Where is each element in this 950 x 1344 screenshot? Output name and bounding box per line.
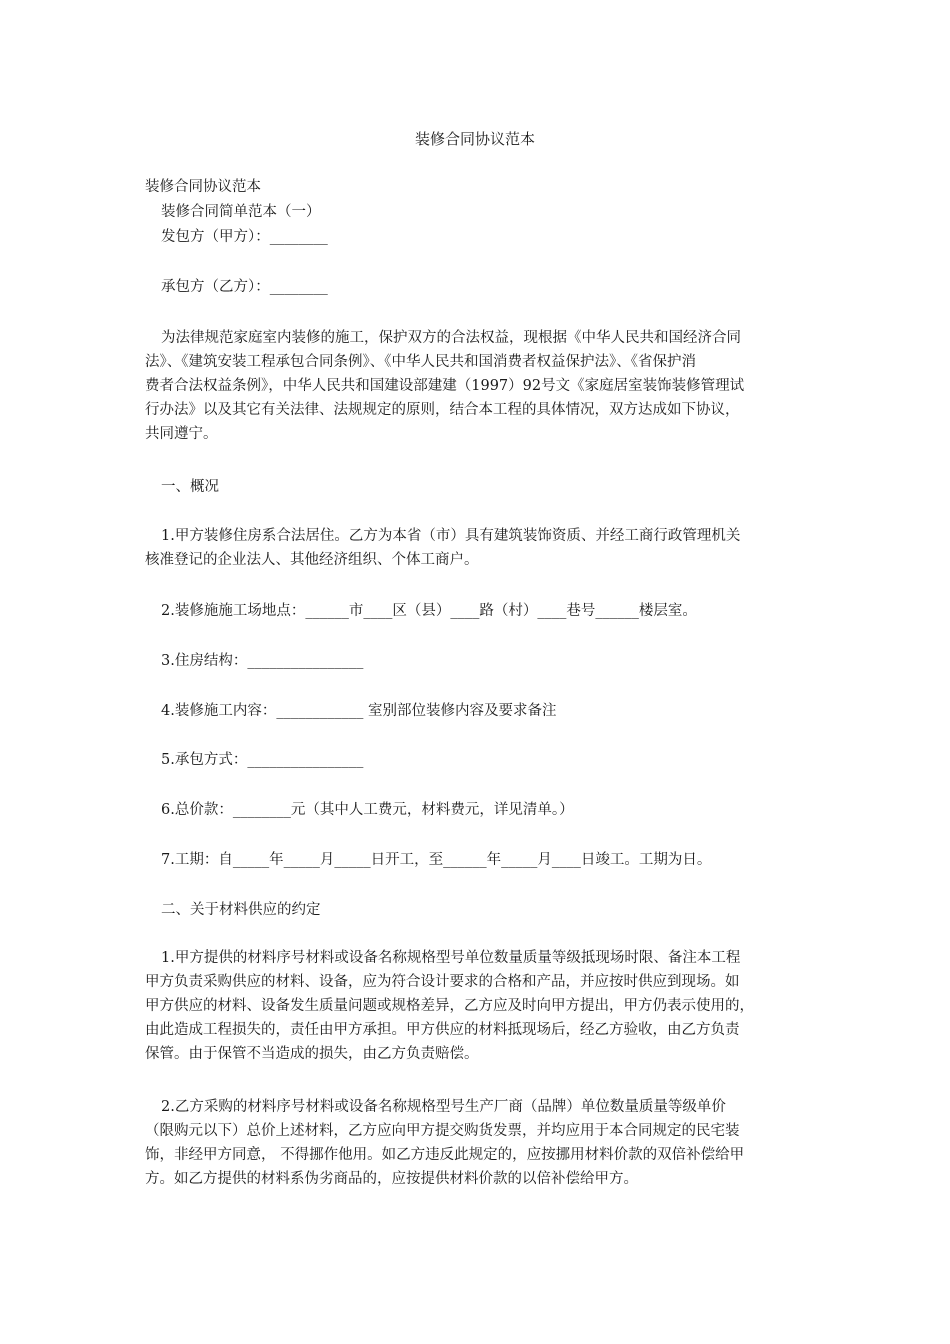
preamble-line: 共同遵宁。 (145, 426, 218, 442)
preamble-line: 法》、《建筑安装工程承包合同条例》、《中华人民共和国消费者权益保护法》、《省保护消 (145, 354, 696, 370)
item-line: （限购元以下）总价上述材料，乙方应向甲方提交购货发票，并均应用于本合同规定的民宅装 (145, 1123, 740, 1139)
item-line: 由此造成工程损失的，责任由甲方承担。甲方供应的材料抵现场后，经乙方验收，由乙方负责 (145, 1022, 740, 1038)
item-1-1 (145, 524, 805, 572)
item-line: 1.甲方提供的材料序号材料或设备名称规格型号单位数量质量等级抵现场时限、备注本工程 (161, 950, 741, 966)
item-2-1 (145, 946, 805, 1066)
item-line: 2.乙方采购的材料序号材料或设备名称规格型号生产厂商（品牌）单位数量质量等级单价 (161, 1099, 726, 1115)
party-b-line: 承包方（乙方）：________ (161, 279, 328, 295)
preamble-paragraph (145, 326, 805, 446)
section-1-heading: 一、概况 (161, 479, 219, 495)
sample-heading: 装修合同简单范本（一） (161, 204, 321, 220)
item-line: 保管。由于保管不当造成的损失，由乙方负责赔偿。 (145, 1046, 479, 1062)
party-a-line: 发包方（甲方）：________ (161, 229, 328, 245)
item-line: 饰，非经甲方同意， 不得挪作他用。如乙方违反此规定的，应按挪用材料价款的双倍补偿给甲 (145, 1147, 745, 1163)
item-1-2: 2.装修施施工场地点：______市____区（县）____路（村）____巷号______楼层室。 (161, 603, 697, 619)
item-1-4: 4.装修施工内容：____________ 室别部位装修内容及要求备注 (161, 703, 557, 719)
item-line: 甲方负责采购供应的材料、设备，应为符合设计要求的合格和产品，并应按时供应到现场。如 (145, 974, 740, 990)
item-1-6: 6.总价款：________元（其中人工费元，材料费元，详见清单。） (161, 802, 574, 818)
item-line: 甲方供应的材料、设备发生质量问题或规格差异，乙方应及时向甲方提出，甲方仍表示使用的， (145, 998, 754, 1014)
section-2-heading: 二、关于材料供应的约定 (161, 902, 321, 918)
item-1-3: 3.住房结构：________________ (161, 653, 364, 669)
item-line: 1.甲方装修住房系合法居住。乙方为本省（市）具有建筑装饰资质、并经工商行政管理机关 (161, 528, 741, 544)
document-title: 装修合同协议范本 (414, 130, 535, 148)
preamble-line: 为法律规范家庭室内装修的施工，保护双方的合法权益，现根据《中华人民共和国经济合同 (161, 330, 741, 346)
item-1-5: 5.承包方式：________________ (161, 752, 364, 768)
preamble-line: 费者合法权益条例》，中华人民共和国建设部建建（1997）92号文《家庭居室装饰装修管理试 (145, 378, 745, 394)
item-1-7: 7.工期：自_____年_____月_____日开工，至______年_____月____日竣工。工期为日。 (161, 852, 712, 868)
document-subtitle: 装修合同协议范本 (145, 179, 261, 195)
item-line: 核准登记的企业法人、其他经济组织、个体工商户。 (145, 552, 479, 568)
item-line: 方。如乙方提供的材料系伪劣商品的，应按提供材料价款的以倍补偿给甲方。 (145, 1171, 638, 1187)
item-2-2 (145, 1095, 805, 1191)
preamble-line: 行办法》以及其它有关法律、法规规定的原则，结合本工程的具体情况，双方达成如下协议， (145, 402, 740, 418)
